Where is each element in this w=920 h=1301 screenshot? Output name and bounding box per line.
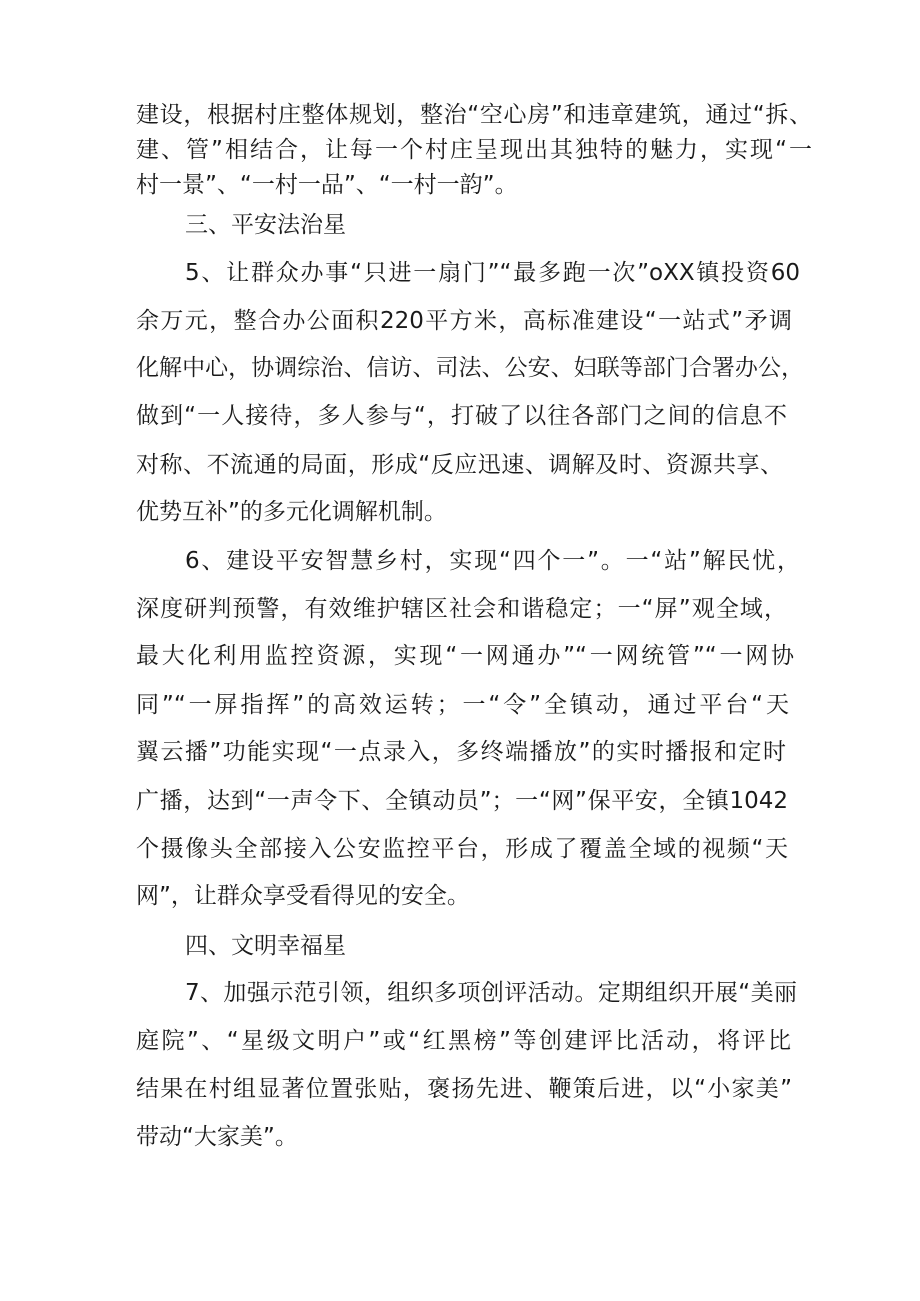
text-line: 同”“一屏指挥”的高效运转；一“令”全镇动，通过平台“天	[136, 692, 789, 718]
text-line: 翼云播”功能实现“一点录入，多终端播放”的实时播报和定时	[136, 739, 786, 765]
text-line: 庭院”、“星级文明户”或“红黑榜”等创建评比活动，将评比	[136, 1028, 791, 1054]
text-line: 余万元，整合办公面积220平方米，高标准建设“一站式”矛调	[136, 308, 792, 334]
text-line: 带动“大家美”。	[136, 1124, 298, 1150]
text-line: 个摄像头全部接入公安监控平台，形成了覆盖全域的视频“天	[136, 836, 788, 862]
section-heading: 四、文明幸福星	[185, 933, 346, 959]
paragraph-first-line: 5、让群众办事“只进一扇门”“最多跑一次”oXX镇投资60	[185, 260, 800, 286]
section-heading: 三、平安法治星	[185, 212, 346, 238]
text-line: 最大化利用监控资源，实现“一网通办”“一网统管”“一网协	[136, 643, 794, 669]
paragraph-first-line: 6、建设平安智慧乡村，实现“四个一”。一“站”解民忧，	[185, 548, 800, 574]
text-line: 深度研判预警，有效维护辖区社会和谐稳定；一“屏”观全域，	[136, 596, 787, 622]
text-line: 对称、不流通的局面，形成“反应迅速、调解及时、资源共享、	[136, 452, 783, 478]
text-line: 结果在村组显著位置张贴，褒扬先进、鞭策后进，以“小家美”	[136, 1076, 792, 1102]
text-line: 广播，达到“一声令下、全镇动员”；一“网”保平安，全镇1042	[136, 788, 788, 814]
text-line: 网”，让群众享受看得见的安全。	[136, 883, 470, 909]
paragraph-first-line: 7、加强示范引领，组织多项创评活动。定期组织开展“美丽	[185, 980, 797, 1006]
text-line: 建、管”相结合，让每一个村庄呈现出其独特的魅力，实现“一	[136, 137, 812, 163]
text-line: 化解中心，协调综治、信访、司法、公安、妇联等部门合署办公，	[136, 355, 804, 381]
text-line: 建设，根据村庄整体规划，整治“空心房”和违章建筑，通过“拆、	[136, 102, 812, 128]
text-line: 做到“一人接待，多人参与“，打破了以往各部门之间的信息不	[136, 403, 787, 429]
text-line: 优势互补”的多元化调解机制。	[136, 499, 447, 525]
text-line: 村一景”、“一村一品”、“一村一韵”。	[136, 172, 518, 198]
